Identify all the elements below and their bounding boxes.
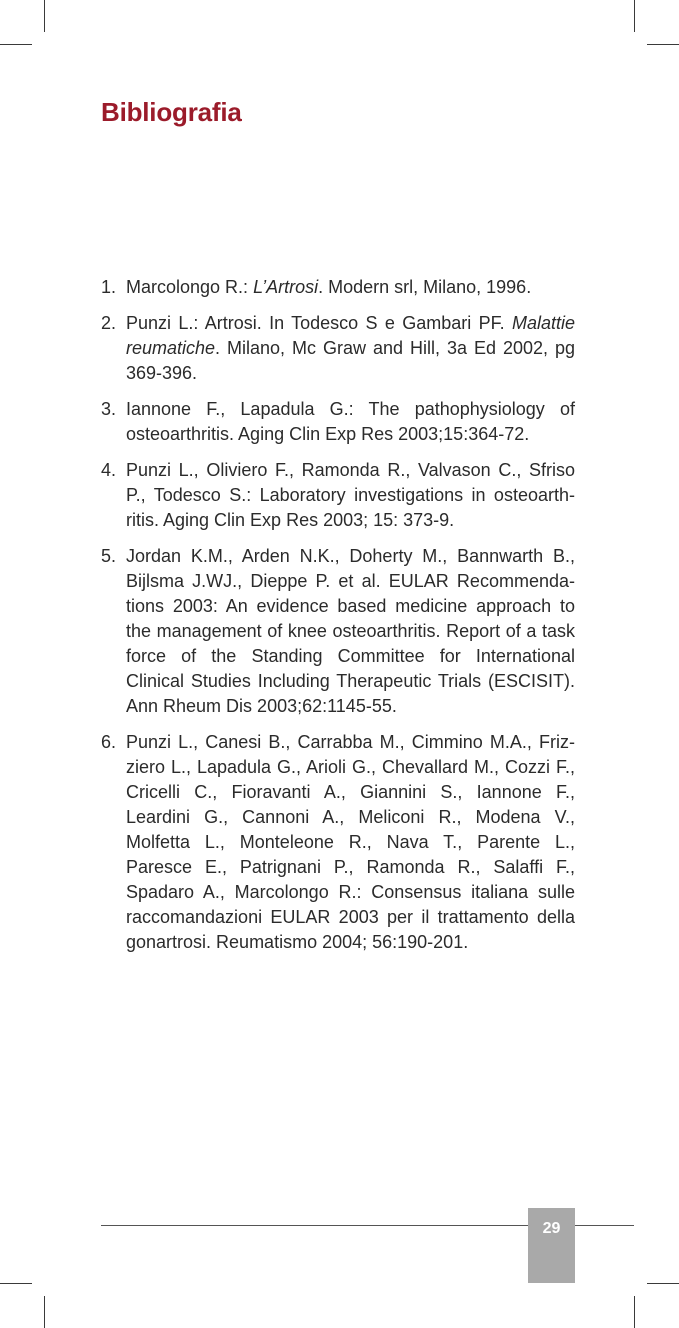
reference-number: 5. bbox=[101, 546, 117, 566]
crop-mark-top-left-horizontal bbox=[0, 44, 32, 45]
reference-title-italic: L’Artrosi bbox=[253, 277, 319, 297]
reference-text bbox=[126, 311, 575, 386]
page-number: 29 bbox=[542, 1220, 561, 1237]
reference-text: Punzi L., Oliviero F., Ramonda R., Valvason C., Sfriso P., Todesco S.: Laboratory investigations in osteoarthritis. Aging Clin Exp Res 2003; 15: 373-9. bbox=[126, 460, 575, 530]
reference-item-5 bbox=[101, 544, 575, 719]
page-number-box bbox=[528, 1208, 575, 1283]
reference-text-part: Marcolongo R.: bbox=[126, 277, 254, 297]
crop-mark-bottom-left-horizontal bbox=[0, 1283, 32, 1284]
crop-mark-top-right-horizontal bbox=[647, 44, 679, 45]
reference-text: Punzi L., Canesi B., Carrabba M., Cimmino M.A., Frizziero L., Lapadula G., Arioli G., Chevallard M., Cozzi F., Cricelli C., Fioravanti A., Giannini S., Iannone F., Leardini G., Cannoni A., Meliconi R., Modena V., Molfetta L., Monteleone R., Nava T., Parente L., Paresce E., Patrignani P., Ramonda R., Salaffi F., Spadaro A., Marcolongo R.: Consensus italiana sulle raccomandazioni EULAR 2003 per il trattamento della gonartrosi. Reumatismo 2004; 56:190-201. bbox=[126, 732, 575, 952]
page-title: Bibliografia bbox=[101, 97, 242, 127]
reference-number: 6. bbox=[101, 732, 117, 752]
crop-mark-bottom-right-vertical bbox=[634, 1296, 635, 1328]
reference-text: Jordan K.M., Arden N.K., Doherty M., Bannwarth B., Bijlsma J.WJ., Dieppe P. et al. EULAR Recommendations 2003: An evidence based medicine approach to the management of knee osteoarthritis. Report of a task force of the Standing Committee for International Clinical Studies Including Therapeutic Trials (ESCISIT). Ann Rheum Dis 2003;62:1145-55. bbox=[126, 546, 575, 716]
reference-item-2 bbox=[101, 311, 575, 386]
reference-item-4 bbox=[101, 458, 575, 533]
reference-number: 4. bbox=[101, 460, 117, 480]
reference-text-part: Punzi L.: Artrosi. In Todesco S e Gambari PF. bbox=[126, 313, 512, 333]
reference-list bbox=[101, 275, 575, 966]
reference-item-3 bbox=[101, 397, 575, 447]
reference-item-1 bbox=[101, 275, 575, 300]
reference-title-italic: Malattie reumatiche bbox=[126, 313, 575, 358]
reference-number: 1. bbox=[101, 277, 117, 297]
reference-number: 3. bbox=[101, 399, 117, 419]
reference-text bbox=[126, 275, 575, 300]
reference-number: 2. bbox=[101, 313, 117, 333]
reference-text: Iannone F., Lapadula G.: The pathophysiology of osteoarthritis. Aging Clin Exp Res 2003;15:364-72. bbox=[126, 399, 575, 444]
crop-mark-bottom-left-vertical bbox=[44, 1296, 45, 1328]
reference-text-part: . Milano, Mc Graw and Hill, 3a Ed 2002, pg 369-396. bbox=[126, 338, 575, 383]
crop-mark-top-left-vertical bbox=[44, 0, 45, 32]
crop-mark-top-right-vertical bbox=[634, 0, 635, 32]
crop-mark-bottom-right-horizontal bbox=[647, 1283, 679, 1284]
reference-item-6 bbox=[101, 730, 575, 955]
reference-text-part: . Modern srl, Milano, 1996. bbox=[318, 277, 532, 297]
